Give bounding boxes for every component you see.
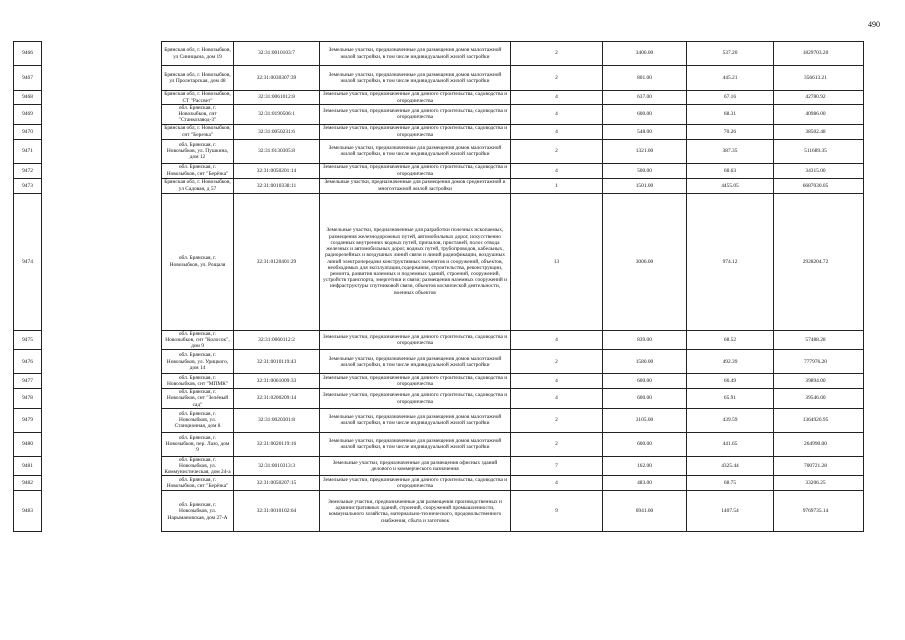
specific-value-cell: 68.31 [687,105,774,125]
address-cell: обл. Брянская, г. Новозыбков, ул. Рощаля [162,193,234,330]
spacer-cell [42,330,162,350]
use-group-cell: 9 [511,491,603,532]
area-cell: 1321.00 [603,139,687,163]
row-number: 9476 [14,350,42,374]
use-group-cell: 2 [511,350,603,374]
specific-value-cell: 974.12 [687,193,774,330]
cadastral-value-cell: 39894.00 [774,374,864,389]
row-number: 9480 [14,432,42,456]
area-cell: 600.00 [603,389,687,409]
address-cell: обл. Брянская, г. Новозыбков, снт "Станкозавод-3" [162,105,234,125]
row-number: 9469 [14,105,42,125]
cadastral-number-cell: 32:31:0120401:29 [234,193,320,330]
row-number: 9478 [14,389,42,409]
cadastral-value-cell: 511689.35 [774,139,864,163]
area-cell: 6941.00 [603,491,687,532]
cadastral-number-cell: 32:31:0130305:8 [234,139,320,163]
spacer-cell [42,456,162,476]
cadastral-value-cell: 1364926.95 [774,408,864,432]
spacer-cell [42,389,162,409]
address-cell: обл. Брянская, г. Новозыбков, ул. Пушкина, дом 12 [162,139,234,163]
table-row [14,432,864,456]
specific-value-cell: 66.49 [687,374,774,389]
area-cell: 1501.00 [603,178,687,193]
use-group-cell: 7 [511,456,603,476]
table-row [14,476,864,491]
specific-value-cell: 1407.54 [687,491,774,532]
area-cell: 637.00 [603,91,687,105]
row-number: 9474 [14,193,42,330]
address-cell: обл. Брянская, г. Новозыбков, снт "МПМК" [162,374,234,389]
row-number: 9472 [14,163,42,178]
table-row [14,66,864,91]
spacer-cell [42,193,162,330]
spacer-cell [42,432,162,456]
specific-value-cell: 65.91 [687,389,774,409]
cadastral-number-cell: 32:31:0050207:15 [234,476,320,491]
area-cell: 1580.00 [603,350,687,374]
cadastral-number-cell: 32:31:0010102:64 [234,491,320,532]
land-use-description-cell: Земельные участки, предназначенные для размещения домов малоэтажной жилой застройки, в том числе индивидуальной жилой застройки [320,139,511,163]
area-cell: 3006.00 [603,193,687,330]
area-cell: 3406.00 [603,42,687,66]
spacer-cell [42,350,162,374]
cadastral-value-cell: 356613.21 [774,66,864,91]
table-row [14,491,864,532]
use-group-cell: 4 [511,105,603,125]
specific-value-cell: 4455.05 [687,178,774,193]
address-cell: Брянская обл, г. Новозыбков, ул Пролетарская, дом 48 [162,66,234,91]
area-cell: 600.00 [603,374,687,389]
table-row [14,163,864,178]
cadastral-value-cell: 9769735.14 [774,491,864,532]
cadastral-number-cell: 32:31:0020301:8 [234,408,320,432]
table-row [14,139,864,163]
cadastral-value-cell: 57488.28 [774,330,864,350]
area-cell: 162.00 [603,456,687,476]
table-row [14,42,864,66]
row-number: 9481 [14,456,42,476]
table-row [14,91,864,105]
area-cell: 839.00 [603,330,687,350]
land-use-description-cell: Земельные участки, предназначенные для размещения домов малоэтажной жилой застройки, в том числе индивидуальной жилой застройки [320,66,511,91]
use-group-cell: 4 [511,163,603,178]
cadastral-number-cell: 32:31:0050201:14 [234,163,320,178]
land-use-description-cell: Земельные участки, предназначенные для дачного строительства, садоводства и огородничества [320,330,511,350]
page-number: 490 [868,20,880,29]
table-row [14,330,864,350]
specific-value-cell: 68.75 [687,476,774,491]
table-row [14,389,864,409]
cadastral-value-cell: 33206.25 [774,476,864,491]
land-use-description-cell: Земельные участки, предназначенные для размещения офисных зданий делового и коммерческого назначения [320,456,511,476]
cadastral-number-cell: 32:31:0200209:14 [234,389,320,409]
address-cell: обл. Брянская, г. Новозыбков, ул. Нарымановская, дом 27-А [162,491,234,532]
specific-value-cell: 67.16 [687,91,774,105]
table-row [14,105,864,125]
use-group-cell: 4 [511,374,603,389]
table-row [14,456,864,476]
cadastral-value-cell: 40986.00 [774,105,864,125]
table-row [14,374,864,389]
table-row [14,408,864,432]
row-number: 9466 [14,42,42,66]
use-group-cell: 2 [511,408,603,432]
row-number: 9467 [14,66,42,91]
spacer-cell [42,66,162,91]
cadastral-number-cell: 32:31:0020119:16 [234,432,320,456]
land-use-description-cell: Земельные участки, предназначенные для дачного строительства, садоводства и огородничества [320,163,511,178]
cadastral-value-cell: 1829703.20 [774,42,864,66]
cadastral-value-cell: 39546.00 [774,389,864,409]
land-use-description-cell: Земельные участки, предназначенные для размещения домов малоэтажной жилой застройки, в том числе индивидуальной жилой застройки [320,408,511,432]
land-use-description-cell: Земельные участки, предназначенные для размещения домов среднеэтажной и многоэтажной жилой застройки [320,178,511,193]
land-use-description-cell: Земельные участки, предназначенные для дачного строительства, садоводства и огородничества [320,476,511,491]
cadastral-number-cell: 32:31:0030307:39 [234,66,320,91]
spacer-cell [42,476,162,491]
spacer-cell [42,91,162,105]
table-row [14,124,864,139]
specific-value-cell: 68.63 [687,163,774,178]
use-group-cell: 4 [511,330,603,350]
address-cell: Брянская обл, г. Новозыбков, снт "Березка" [162,124,234,139]
specific-value-cell: 441.65 [687,432,774,456]
specific-value-cell: 492.39 [687,350,774,374]
land-use-description-cell: Земельные участки, предназначенные для дачного строительства, садоводства и огородничества [320,105,511,125]
row-number: 9477 [14,374,42,389]
row-number: 9482 [14,476,42,491]
row-number: 9473 [14,178,42,193]
row-number: 9468 [14,91,42,105]
spacer-cell [42,163,162,178]
table-row [14,350,864,374]
land-use-description-cell: Земельные участки, предназначенные для разработки полезных ископаемых, размещения железнодорожных путей, автомобильных дорог, искусственно созданных внутренних водных путей, причалов, пристаней, полос отвода железных и автомобильных дорог, водных путей, трубопроводов, кабельных, радиорелейных и воздушных линий связи и линий радиофикации, воздушных линий электропередачи конструктивных элементов и сооружений, объектов, необходимых для эксплуатации,содержания, строительства, реконструкции, ремонта, развития наземных и подземных зданий, строений, сооружений, устройств транспорта, энергетики и связи; размещения наземных сооружений и инфраструктуры спутниковой связи, объектов космической деятельности, военных объектов [320,193,511,330]
area-cell: 548.00 [603,124,687,139]
row-number: 9483 [14,491,42,532]
spacer-cell [42,124,162,139]
spacer-cell [42,139,162,163]
land-use-description-cell: Земельные участки, предназначенные для размещения домов малоэтажной жилой застройки, в том числе индивидуальной жилой застройки [320,42,511,66]
cadastral-number-cell: 32:31:0050231:6 [234,124,320,139]
specific-value-cell: 537.20 [687,42,774,66]
spacer-cell [42,491,162,532]
cadastral-value-cell: 2928204.72 [774,193,864,330]
address-cell: Брянская обл, г. Новозыбков, СТ "Рассвет" [162,91,234,105]
cadastral-value-cell: 700721.28 [774,456,864,476]
use-group-cell: 2 [511,66,603,91]
cadastral-number-cell: 32:31:0061009:33 [234,374,320,389]
specific-value-cell: 439.59 [687,408,774,432]
address-cell: обл. Брянская, г. Новозыбков, ул. Коммунистическая, дом 24-а [162,456,234,476]
area-cell: 600.00 [603,105,687,125]
spacer-cell [42,42,162,66]
spacer-cell [42,105,162,125]
spacer-cell [42,374,162,389]
cadastral-number-cell: 32:31:0060112:2 [234,330,320,350]
row-number: 9479 [14,408,42,432]
land-use-description-cell: Земельные участки, предназначенные для дачного строительства, садоводства и огородничества [320,374,511,389]
use-group-cell: 13 [511,193,603,330]
row-number: 9471 [14,139,42,163]
cadastral-number-cell: 32:31:0010338:11 [234,178,320,193]
table-row [14,178,864,193]
area-cell: 801.00 [603,66,687,91]
cadastral-value-cell: 42780.92 [774,91,864,105]
area-cell: 500.00 [603,163,687,178]
address-cell: Брянская обл, г. Новозыбков, ул Синицына, дом 19 [162,42,234,66]
use-group-cell: 2 [511,42,603,66]
address-cell: обл. Брянская, г. Новозыбков, ул. Станционная, дом 8 [162,408,234,432]
cadastral-value-cell: 777976.20 [774,350,864,374]
cadastral-value-cell: 264990.00 [774,432,864,456]
specific-value-cell: 70.26 [687,124,774,139]
cadastral-number-cell: 32:31:0190506:1 [234,105,320,125]
specific-value-cell: 68.52 [687,330,774,350]
row-number: 9475 [14,330,42,350]
cadastral-value-cell: 34315.00 [774,163,864,178]
address-cell: обл. Брянская, г. Новозыбков, снт "Колосок", дом 9 [162,330,234,350]
table-row [14,193,864,330]
address-cell: обл. Брянская, г. Новозыбков, снт "Зелёный сад" [162,389,234,409]
address-cell: обл. Брянская, г. Новозыбков, пер. Лазо, дом 9 [162,432,234,456]
land-use-description-cell: Земельные участки, предназначенные для дачного строительства, садоводства и огородничества [320,91,511,105]
use-group-cell: 2 [511,139,603,163]
use-group-cell: 4 [511,124,603,139]
spacer-cell [42,408,162,432]
address-cell: обл. Брянская, г. Новозыбков, снт "Берёзка" [162,163,234,178]
cadastral-number-cell: 32:31:0010313:3 [234,456,320,476]
specific-value-cell: 387.35 [687,139,774,163]
cadastral-value-table [13,41,864,532]
land-use-description-cell: Земельные участки, предназначенные для дачного строительства, садоводства и огородничества [320,124,511,139]
use-group-cell: 4 [511,389,603,409]
cadastral-value-cell: 38502.48 [774,124,864,139]
area-cell: 483.00 [603,476,687,491]
address-cell: Брянская обл, г. Новозыбков, ул Садовая, д 57 [162,178,234,193]
cadastral-number-cell: 32:31:0061012:8 [234,91,320,105]
land-use-description-cell: Земельные участки, предназначенные для дачного строительства, садоводства и огородничества [320,389,511,409]
use-group-cell: 1 [511,178,603,193]
cadastral-number-cell: 32:31:0010119:43 [234,350,320,374]
spacer-cell [42,178,162,193]
area-cell: 600.00 [603,432,687,456]
specific-value-cell: 4325.44 [687,456,774,476]
row-number: 9470 [14,124,42,139]
cadastral-value-cell: 6687030.05 [774,178,864,193]
area-cell: 3105.00 [603,408,687,432]
address-cell: обл. Брянская, г. Новозыбков, ул. Урицкого, дом 14 [162,350,234,374]
specific-value-cell: 445.21 [687,66,774,91]
land-use-description-cell: Земельные участки, предназначенные для размещения домов малоэтажной жилой застройки, в том числе индивидуальной жилой застройки [320,432,511,456]
cadastral-number-cell: 32:31:0010103:7 [234,42,320,66]
land-use-description-cell: Земельные участки, предназначенные для размещения домов малоэтажной жилой застройки, в том числе индивидуальной жилой застройки [320,350,511,374]
use-group-cell: 2 [511,432,603,456]
address-cell: обл. Брянская, г. Новозыбков, снт "Берёзка" [162,476,234,491]
land-use-description-cell: Земельные участки, предназначенные для размещения производственных и административных зданий, строений, сооружений промышленности, коммунального хозяйства, материально-технического, продовольственного снабжения, сбыта и заготовок [320,491,511,532]
use-group-cell: 4 [511,476,603,491]
use-group-cell: 4 [511,91,603,105]
